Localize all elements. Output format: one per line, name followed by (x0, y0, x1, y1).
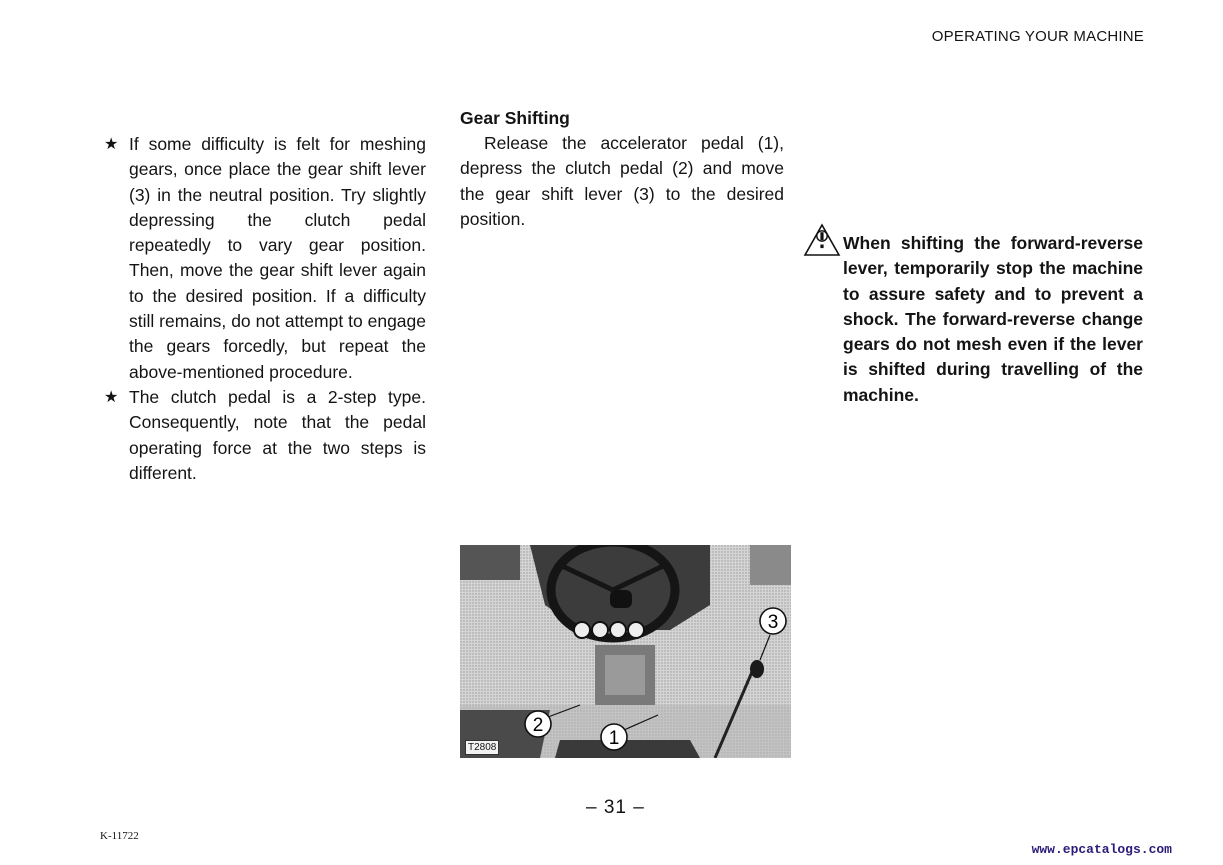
callout-2-label: 2 (532, 715, 544, 736)
right-column (803, 231, 1143, 408)
warning-block (803, 231, 1143, 408)
page-number: – 31 – (586, 797, 645, 818)
photo-illustration (460, 545, 791, 758)
list-item (104, 385, 426, 486)
middle-column (460, 106, 784, 232)
section-title: Gear Shifting (460, 108, 570, 128)
star-bullet-icon: ★ (104, 388, 119, 406)
bullet-text: The clutch pedal is a 2-step type. Consequently, note that the pedal operating force at the two steps is different. (129, 386, 426, 483)
warning-triangle-icon (803, 223, 841, 257)
figure-code: T2808 (465, 740, 499, 755)
section-paragraph: Release the accelerator pedal (1), depress the clutch pedal (2) and move the gear shift lever (3) to the desired position. (460, 133, 784, 229)
warning-text: When shifting the forward-reverse lever, temporarily stop the machine to assure safety and to prevent a shock. The forward-reverse change gears do not mesh even if the lever is shifted during travelling of the machine. (843, 233, 1143, 405)
list-item (104, 132, 426, 385)
callout-1-label: 1 (608, 728, 620, 749)
watermark-link[interactable]: www.epcatalogs.com (1031, 842, 1172, 857)
page-header-title: OPERATING YOUR MACHINE (931, 28, 1144, 45)
document-code: K-11722 (100, 830, 139, 842)
tractor-controls-photo (460, 545, 791, 758)
callout-3-label: 3 (767, 612, 779, 633)
bullet-text: If some difficulty is felt for meshing gears, once place the gear shift lever (3) in the neutral position. Try slightly depressing the clutch pedal repeatedly to vary gear position. Then, move the gear shift lever again to the desired position. If a difficulty still remains, do not attempt to engage the gears forcedly, but repeat the above-mentioned procedure. (129, 134, 426, 382)
star-bullet-icon: ★ (104, 136, 119, 153)
left-column (104, 132, 426, 486)
